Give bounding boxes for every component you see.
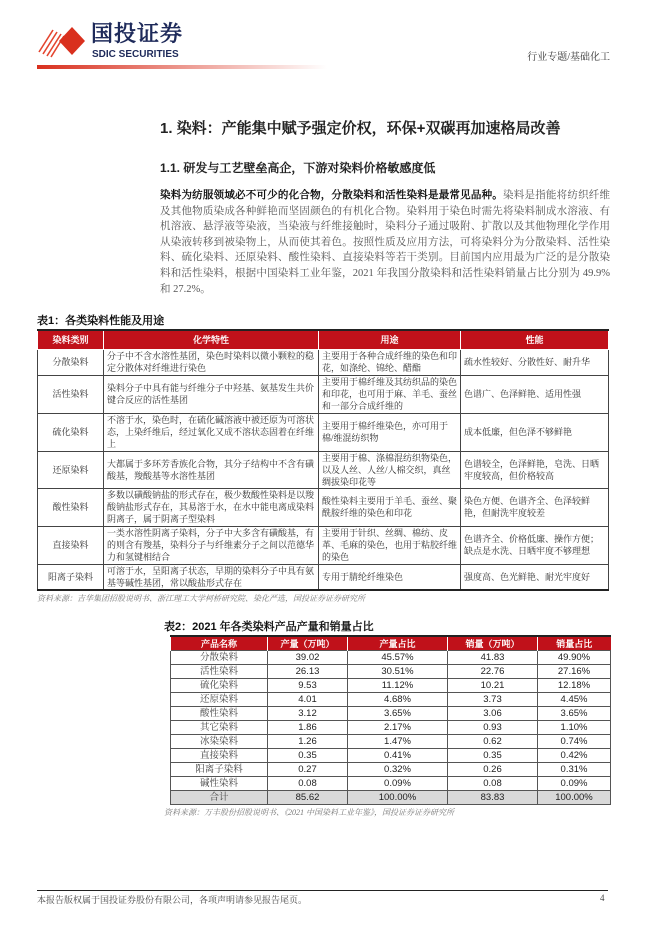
table2-cell: 1.10% — [538, 721, 611, 735]
table2-cell: 39.02 — [268, 651, 348, 665]
table-row — [38, 488, 609, 526]
table-row — [171, 777, 611, 791]
table2-cell: 酸性染料 — [171, 707, 268, 721]
table1-header-cell: 染料类别 — [38, 330, 104, 349]
table1-cell: 染料分子中具有能与纤维分子中羟基、氨基发生共价键合反应的活性基团 — [104, 375, 319, 413]
table-row — [171, 721, 611, 735]
table1-cell: 阳离子染料 — [38, 564, 104, 590]
table1-cell: 活性染料 — [38, 375, 104, 413]
body-paragraph — [160, 188, 610, 297]
table1-cell: 分散染料 — [38, 349, 104, 375]
table2-cell: 3.73 — [448, 693, 538, 707]
table1-header-cell: 用途 — [319, 330, 461, 349]
table1-cell: 多数以磺酸钠盐的形式存在，极少数酸性染料是以羧酸钠盐形式存在，其易溶于水，在水中能电离成染料阴离子，属于阴离子型染料 — [104, 488, 319, 526]
table1-header-cell: 化学特性 — [104, 330, 319, 349]
table1-cell: 一类水溶性阴离子染料，分子中大多含有磺酸基，有的则含有羧基，染料分子与纤维素分子之间以范德华力和氢键相结合 — [104, 526, 319, 564]
table2-header-row — [171, 636, 611, 651]
table2-cell: 1.86 — [268, 721, 348, 735]
header-accent-bar — [37, 65, 327, 69]
table-row — [171, 735, 611, 749]
table1-cell: 成本低廉，但色泽不够鲜艳 — [461, 413, 609, 451]
table-row — [171, 763, 611, 777]
paragraph-lead: 染料为纺服领域必不可少的化合物，分散染料和活性染料是最常见品种。 — [160, 190, 504, 201]
table2-cell: 49.90% — [538, 651, 611, 665]
table2-cell: 3.65% — [538, 707, 611, 721]
table2-cell: 其它染料 — [171, 721, 268, 735]
subsection-heading: 1.1. 研发与工艺壁垒高企，下游对染料价格敏感度低 — [160, 161, 436, 175]
section-heading: 1. 染料：产能集中赋予强定价权，环保+双碳再加速格局改善 — [160, 120, 561, 137]
table1-header-row — [38, 330, 609, 349]
table-row — [171, 693, 611, 707]
table1-cell: 主要用于棉、涤棉混纺织物染色，以及人丝、人丝/人棉交织，真丝绸拔染印花等 — [319, 451, 461, 488]
table1-cell: 不溶于水，染色时，在硫化碱溶液中被还原为可溶状态，上染纤维后，经过氧化又成不溶状态固着在纤维上 — [104, 413, 319, 451]
table2-cell: 4.68% — [348, 693, 448, 707]
table2-cell: 1.47% — [348, 735, 448, 749]
table-row — [171, 707, 611, 721]
table1-cell: 大都属于多环芳香族化合物，其分子结构中不含有磺酸基，羧酸基等水溶性基团 — [104, 451, 319, 488]
table1-cell: 酸性染料 — [38, 488, 104, 526]
table-row — [171, 665, 611, 679]
table1-caption: 表1：各类染料性能及用途 — [37, 315, 165, 327]
table2-cell: 0.27 — [268, 763, 348, 777]
table2-cell: 0.74% — [538, 735, 611, 749]
table2-cell: 还原染料 — [171, 693, 268, 707]
table2-cell: 45.57% — [348, 651, 448, 665]
company-logo — [37, 22, 227, 62]
table2-cell: 10.21 — [448, 679, 538, 693]
table1-cell: 专用于腈纶纤维染色 — [319, 564, 461, 590]
table1-cell: 色谱广、色泽鲜艳、适用性强 — [461, 375, 609, 413]
table2-total-cell: 83.83 — [448, 791, 538, 805]
table2-cell: 冰染染料 — [171, 735, 268, 749]
table2-header-cell: 产品名称 — [171, 636, 268, 651]
table2-cell: 3.65% — [348, 707, 448, 721]
table2-total-cell: 合计 — [171, 791, 268, 805]
dye-output-sales-table — [170, 635, 611, 805]
table2-cell: 0.35 — [448, 749, 538, 763]
logo-text-cn: 国投证券 — [91, 21, 184, 46]
table1-cell: 直接染料 — [38, 526, 104, 564]
table1-cell: 主要用于各种合成纤维的染色和印花，如涤纶、锦纶、醋酯 — [319, 349, 461, 375]
table2-caption: 表2：2021 年各类染料产品产量和销量占比 — [164, 621, 374, 633]
table1-cell: 强度高、色光鲜艳、耐光牢度好 — [461, 564, 609, 590]
table-total-row — [171, 791, 611, 805]
table2-cell: 30.51% — [348, 665, 448, 679]
table2-section — [164, 620, 610, 818]
table2-cell: 22.76 — [448, 665, 538, 679]
table-row — [38, 564, 609, 590]
table2-cell: 0.09% — [538, 777, 611, 791]
table-row — [171, 749, 611, 763]
report-category: 行业专题/基础化工 — [527, 52, 610, 63]
table2-cell: 0.26 — [448, 763, 538, 777]
table2-cell: 26.13 — [268, 665, 348, 679]
logo-text-en: SDIC SECURITIES — [92, 49, 179, 60]
table1-cell: 染色方便、色谱齐全、色泽较鲜艳，但耐洗牢度较差 — [461, 488, 609, 526]
table1-cell: 主要用于针织、丝绸、棉纺、皮革、毛麻的染色，也用于粘胶纤维的染色 — [319, 526, 461, 564]
table-row — [38, 451, 609, 488]
table-row — [171, 651, 611, 665]
table-row — [38, 375, 609, 413]
table2-cell: 3.06 — [448, 707, 538, 721]
dye-properties-table — [37, 329, 609, 591]
logo-mark-icon — [37, 24, 85, 58]
table2-cell: 3.12 — [268, 707, 348, 721]
table2-cell: 4.01 — [268, 693, 348, 707]
table2-cell: 0.31% — [538, 763, 611, 777]
table2-cell: 4.45% — [538, 693, 611, 707]
table2-total-cell: 85.62 — [268, 791, 348, 805]
table2-cell: 分散染料 — [171, 651, 268, 665]
table1-cell: 主要用于棉纤维及其纺织品的染色和印花，也可用于麻、羊毛、蚕丝和一部分合成纤维的 — [319, 375, 461, 413]
table2-cell: 直接染料 — [171, 749, 268, 763]
table2-cell: 0.08 — [268, 777, 348, 791]
table2-cell: 活性染料 — [171, 665, 268, 679]
table2-cell: 0.09% — [348, 777, 448, 791]
table2-cell: 11.12% — [348, 679, 448, 693]
table1-header-cell: 性能 — [461, 330, 609, 349]
table2-header-cell: 产量（万吨） — [268, 636, 348, 651]
table-row — [38, 413, 609, 451]
table-row — [38, 349, 609, 375]
table2-source: 资料来源：万丰股份招股说明书、《2021 中国染料工业年鉴》，国投证券证券研究所 — [164, 808, 454, 817]
table2-header-cell: 销量占比 — [538, 636, 611, 651]
paragraph-body: 染料是指能将纺织纤维及其他物质染成各种鲜艳而坚固颜色的有机化合物。染料用于染色时需先将染料制成水溶液、有机溶液、悬浮液等染液，当染液与纤维接触时，染料分子通过吸附、扩散以及其他物理化学作用从染液转移到被染物上，从而使其着色。按照性质及应用方法，可将染料分为分散染料、活性染料、硫化染料、还原染料、酸性染料、直接染料等若干类别。目前国内应用最为广泛的是分散染料和活性染料，根据中国染料工业年鉴，2021 年我国分散染料和活性染料销量占比分别为 49.9%和 27.2%。 — [160, 190, 611, 295]
table2-cell: 27.16% — [538, 665, 611, 679]
table2-cell: 0.35 — [268, 749, 348, 763]
table2-cell: 0.08 — [448, 777, 538, 791]
table2-cell: 9.53 — [268, 679, 348, 693]
table2-cell: 0.62 — [448, 735, 538, 749]
tables-section — [37, 314, 610, 818]
footer-disclaimer: 本报告版权属于国投证券股份有限公司，各项声明请参见报告尾页。 — [37, 895, 308, 905]
table2-header-cell: 销量（万吨） — [448, 636, 538, 651]
table1-cell: 酸性染料主要用于羊毛、蚕丝、聚酰胺纤维的染色和印花 — [319, 488, 461, 526]
table-row — [171, 679, 611, 693]
table2-header-cell: 产量占比 — [348, 636, 448, 651]
table-row — [38, 526, 609, 564]
table2-cell: 2.17% — [348, 721, 448, 735]
table2-cell: 阳离子染料 — [171, 763, 268, 777]
table2-cell: 0.41% — [348, 749, 448, 763]
table2-total-cell: 100.00% — [348, 791, 448, 805]
footer-divider — [37, 890, 608, 891]
table1-cell: 疏水性较好、分散性好、耐升华 — [461, 349, 609, 375]
table1-cell: 主要用于棉纤维染色，亦可用于棉/维混纺织物 — [319, 413, 461, 451]
page-number: 4 — [600, 893, 605, 903]
table1-cell: 还原染料 — [38, 451, 104, 488]
table2-cell: 0.93 — [448, 721, 538, 735]
table2-total-cell: 100.00% — [538, 791, 611, 805]
table2-cell: 41.83 — [448, 651, 538, 665]
table1-cell: 分子中不含水溶性基团，染色时染料以微小颗粒的稳定分散体对纤维进行染色 — [104, 349, 319, 375]
table2-cell: 0.32% — [348, 763, 448, 777]
table1-cell: 色谱较全，色泽鲜艳，皂洗、日晒牢度较高，但价格较高 — [461, 451, 609, 488]
table1-source: 资料来源：吉华集团招股说明书、浙江理工大学柯桥研究院、染化严选，国投证券证券研究所 — [37, 594, 365, 603]
table2-cell: 0.42% — [538, 749, 611, 763]
table2-cell: 1.26 — [268, 735, 348, 749]
table2-cell: 12.18% — [538, 679, 611, 693]
table1-cell: 硫化染料 — [38, 413, 104, 451]
table1-cell: 可溶于水，呈阳离子状态，早期的染料分子中具有氨基等碱性基团，常以酸盐形式存在 — [104, 564, 319, 590]
table1-cell: 色谱齐全、价格低廉、操作方便；缺点是水洗、日晒牢度不够理想 — [461, 526, 609, 564]
table2-cell: 碱性染料 — [171, 777, 268, 791]
table2-cell: 硫化染料 — [171, 679, 268, 693]
